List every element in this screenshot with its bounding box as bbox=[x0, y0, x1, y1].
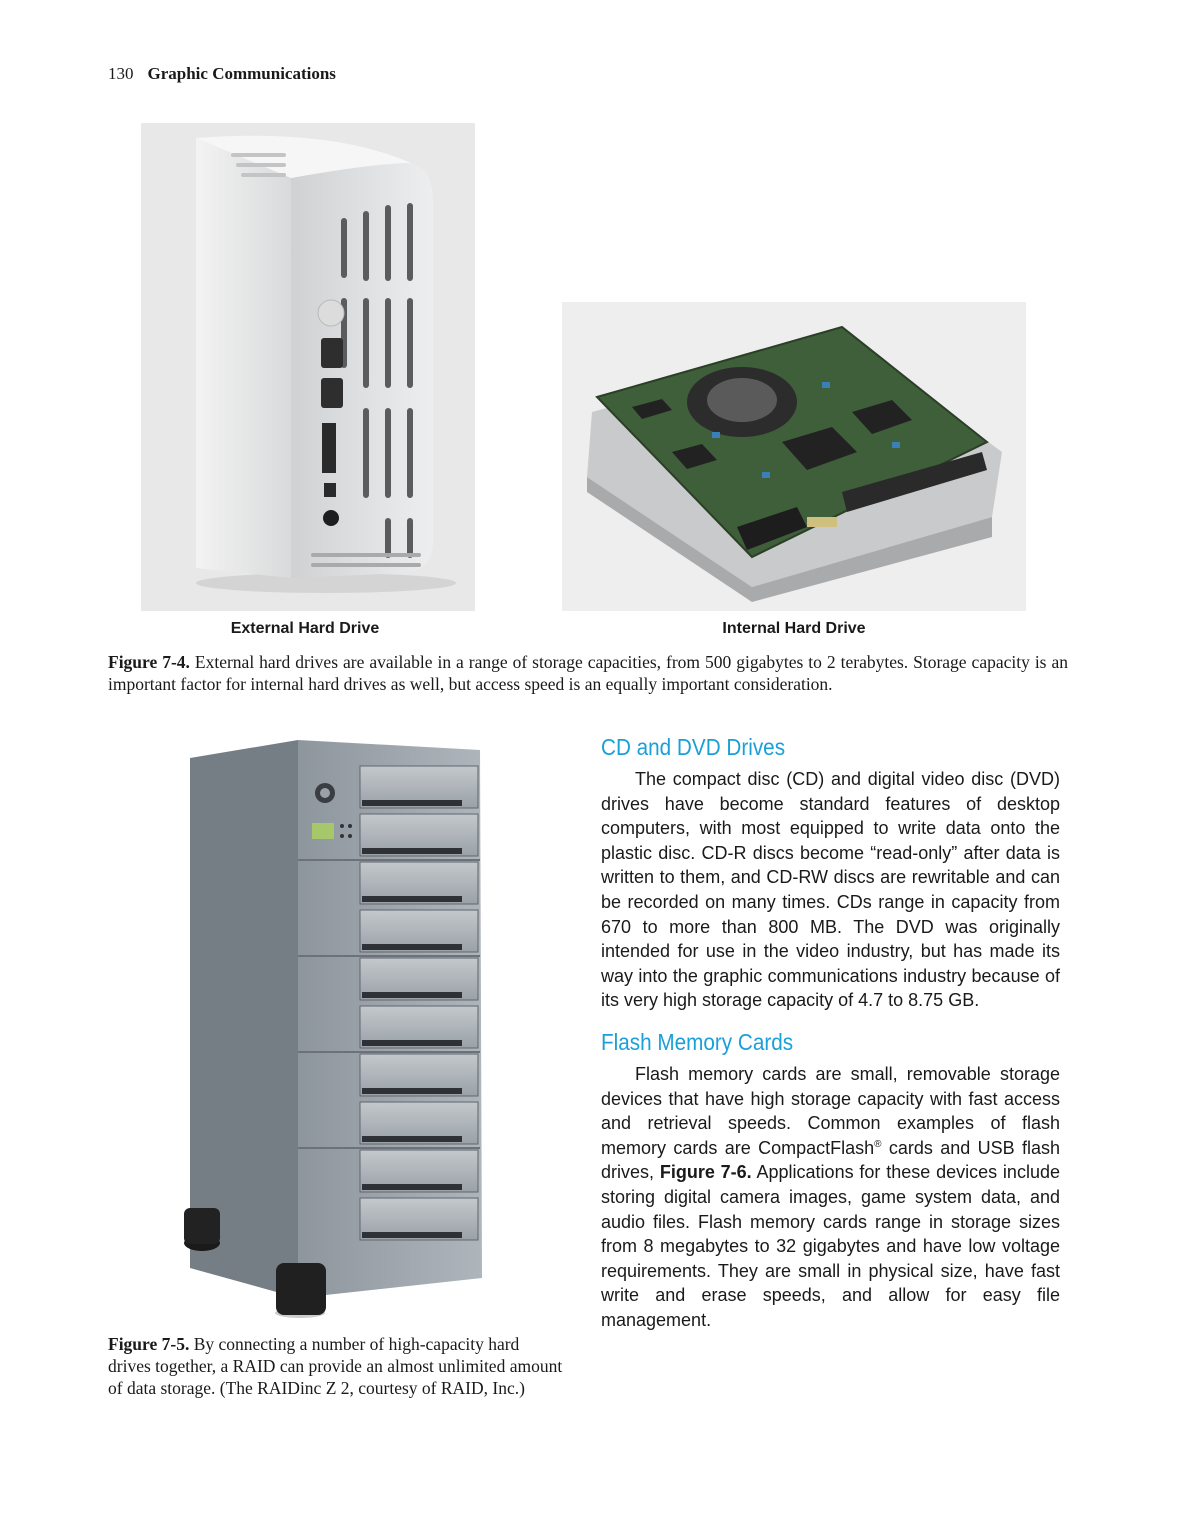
figure-7-5-ref: Figure 7-5. bbox=[108, 1334, 190, 1354]
flash-text-3: Applications for these devices include storing digital camera images, game system data, and audio files. Flash memory cards range in storage sizes from 8 megabytes to 32 gigabytes and have low voltage requirements. They are small in physical size, have fast write and erase speeds, and allow for easy file management. bbox=[601, 1162, 1060, 1330]
page-number: 130 bbox=[108, 64, 134, 83]
flash-text-2: cards and USB flash drives, bbox=[601, 1137, 1060, 1183]
flash-memory-heading: Flash Memory Cards bbox=[601, 1028, 794, 1055]
figure-7-5-caption bbox=[108, 1333, 563, 1399]
figure-7-4-caption bbox=[108, 651, 1068, 695]
flash-text-1: Flash memory cards are small, removable storage devices that have high storage capacity with fast access and retrieval speeds. Common examples of flash memory cards are CompactFlash bbox=[601, 1063, 1060, 1158]
right-column bbox=[601, 734, 1060, 1332]
running-header bbox=[108, 64, 336, 84]
registered-mark: ® bbox=[874, 1138, 882, 1150]
external-hard-drive-photo bbox=[141, 123, 475, 611]
internal-hard-drive-label: Internal Hard Drive bbox=[722, 620, 866, 637]
cd-dvd-heading: CD and DVD Drives bbox=[601, 734, 786, 760]
figure-7-5-caption-text: By connecting a number of high-capacity hard drives together, a RAID can provide an almost unlimited amount of data storage. (The RAIDinc Z 2, courtesy of RAID, Inc.) bbox=[108, 1334, 563, 1398]
book-title: Graphic Communications bbox=[147, 64, 336, 83]
cd-dvd-paragraph: The compact disc (CD) and digital video disc (DVD) drives have become standard features of desktop computers, with most equipped to write data onto the plastic disc. CD-R discs become “read-only” after data is written to them, and CD-RW discs are rewritable and can be recorded on many times. CDs range in capacity from 670 to more than 800 MB. The DVD was originally intended for use in the video industry, but has made its way into the graphic communications industry because of its very high storage capacity of 4.7 to 8.75 GB. bbox=[601, 769, 1060, 1011]
flash-memory-paragraph bbox=[601, 1062, 1060, 1333]
figure-7-4-caption-text: External hard drives are available in a range of storage capacities, from 500 gigabytes to 2 terabytes. Storage capacity is an important factor for internal hard drives as well, but access speed is an equally important consideration. bbox=[108, 652, 1068, 694]
external-hard-drive-label: External Hard Drive bbox=[230, 620, 380, 637]
figure-7-4-ref: Figure 7-4. bbox=[108, 652, 190, 672]
raid-tower-photo bbox=[180, 738, 500, 1318]
internal-hard-drive-photo bbox=[562, 302, 1026, 611]
figure-7-6-ref: Figure 7-6. bbox=[659, 1162, 752, 1183]
